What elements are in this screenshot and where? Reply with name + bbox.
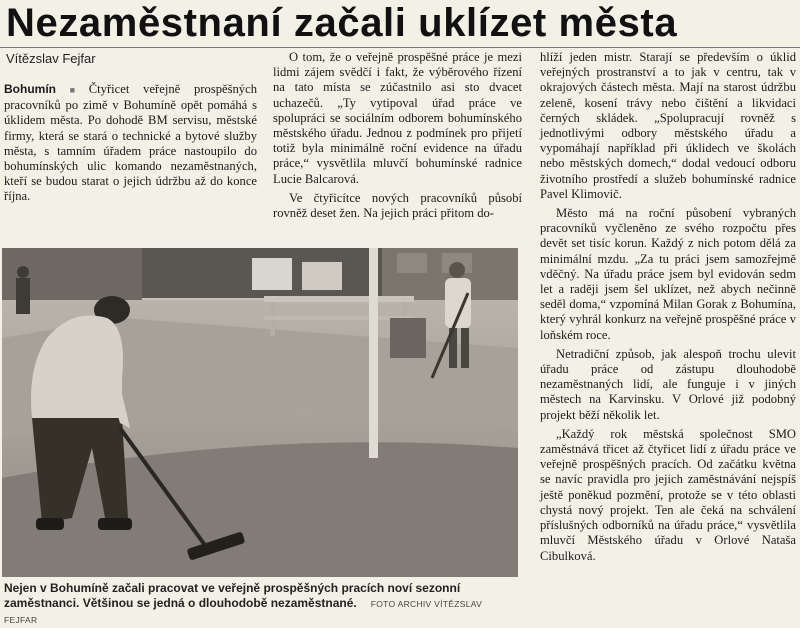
article-column-3 xyxy=(540,50,796,568)
article-column-1 xyxy=(4,82,257,209)
headline-rule xyxy=(0,47,800,48)
paragraph: Ve čtyřicítce nových pracovníků působí rovněž deset žen. Na jejich práci přitom do- xyxy=(273,190,522,221)
lead-paragraph xyxy=(4,82,257,205)
author-byline: Vítězslav Fejfar xyxy=(6,51,96,66)
paragraph: O tom, že o veřejně prospěšné práce je mezi lidmi zájem svědčí i fakt, že výběrového řízení na tato místa se zúčastnilo asi sto dvacet uchazečů. „Ty vytipoval úřad práce ve spolupráci se sociálním odborem bohumínského městského úřadu. Jednou z podmínek pro přijetí totiž byla minimálně roční evidence na úřadu práce,“ vysvětlila mluvčí bohumínské radnice Lucie Balcarová. xyxy=(273,50,522,186)
photo-credit: FOTO ARCHIV VÍTĚZSLAV FEJFAR xyxy=(4,599,483,625)
article-headline: Nezaměstnaní začali uklízet města xyxy=(6,1,678,45)
article-photo xyxy=(2,248,518,577)
paragraph-text: Čtyřicet veřejně prospěšných pracovníků po zimě v Bohumíně opět pomáhá s úklidem města. Po dohodě BM servisu, městské firmy, která se stará o technické a bytové služby města, s tamním úřadem práce nastoupilo do bohumínských ulic komando nezaměstnaných, kteří se budou starat o jejich údržbu až do konce října. xyxy=(4,82,257,204)
photo-caption xyxy=(4,581,518,628)
paragraph: Město má na roční působení vybraných pracovníků vyčleněno ze svého rozpočtu přes devět set tisíc korun. Každý z nich potom dělá za minimální mzdu. „Za tu práci jsem samozřejmě vděčný. Na úřadu práce jsem byl evidován sedm let a raději jsem šel uklízet, než abych nečinně seděl doma,“ vzpomíná Milan Gorak z Bohumína, který vyhrál konkurz na veřejně prospěšné práce v loňském roce. xyxy=(540,206,796,342)
paragraph: hlíží jeden mistr. Starají se především o úklid veřejných prostranství a to jak v centru, tak v okrajových částech města. Mají na starost údržbu zeleně, kosení trávy nebo čištění a likvidaci černých skládek. „Spolupracují rovněž s jednotlivými odbory městského úřadu a vypomáhají například při úklidech ve školách nebo městských domech,“ dodal vedoucí odboru životního prostředí a služeb bohumínské radnice Pavel Klimovič. xyxy=(540,50,796,201)
article-column-2 xyxy=(273,50,522,225)
caption-text: Nejen v Bohumíně začali pracovat ve veřejně prospěšných pracích noví sezonní zaměstnanci. Většinou se jedná o dlouhodobě nezaměstnané. xyxy=(4,581,461,610)
paragraph: Netradiční způsob, jak alespoň trochu ulevit úřadu práce od zástupu dlouhodobě nezaměstnaných lidí, ale funguje i v jiných městech na Karvinsku. V Orlové již podobný projekt běží několik let. xyxy=(540,346,796,422)
dateline: Bohumín xyxy=(4,82,56,96)
dateline-bullet-icon: ■ xyxy=(59,85,86,95)
paragraph: „Každý rok městská společnost SMO zaměstnává třicet až čtyřicet lidí z úřadu práce ve veřejně prospěšných pracích. Od začátku května se navíc pravidla pro jejich zaměstnávání nejspíš ještě poněkud pozmění, protože se v této oblasti chystá nový projekt. Ten ale čeká na schválení příslušných odborníků na úřadu práce,“ vysvětlila mluvčí Městského úřadu v Orlové Nataša Cibulková. xyxy=(540,426,796,563)
